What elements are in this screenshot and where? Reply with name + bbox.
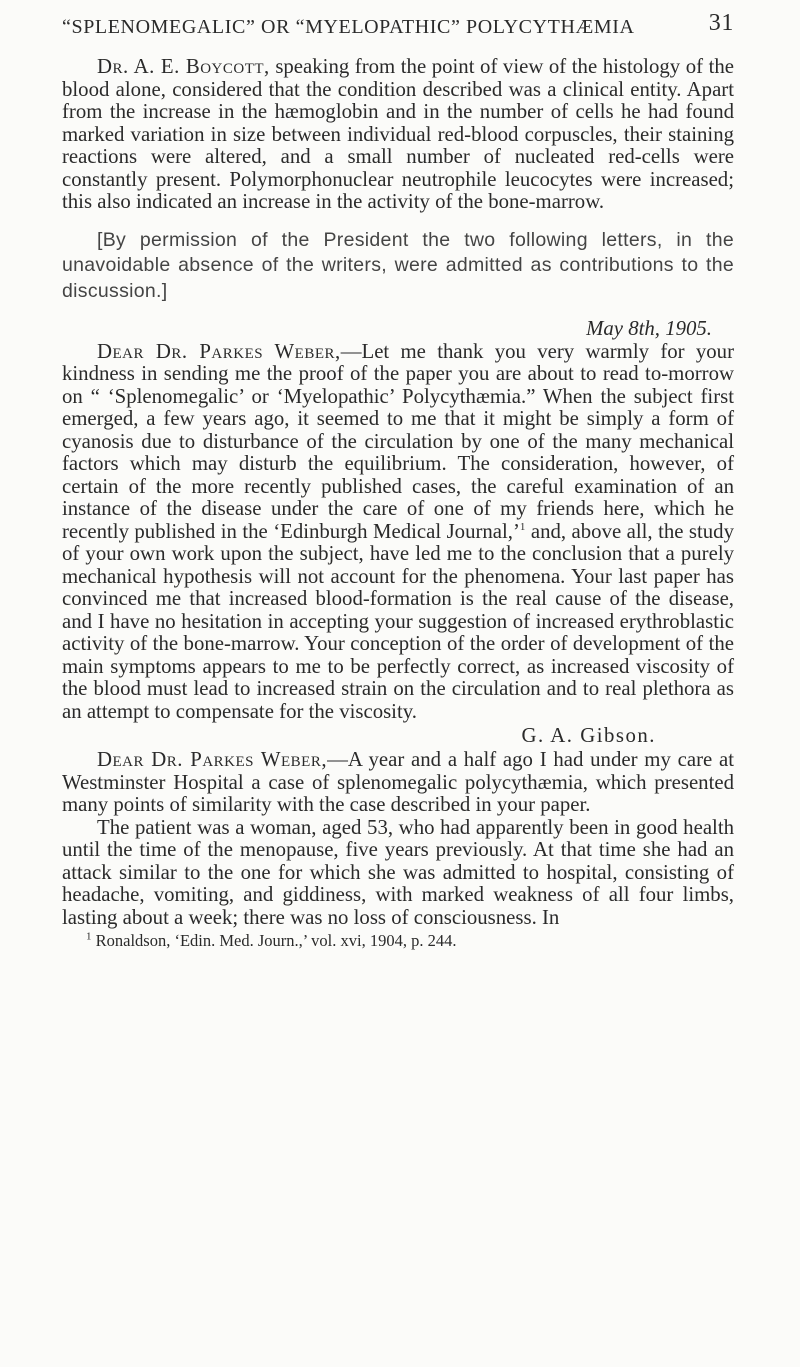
page-number: 31 [708,10,734,36]
footnote-marker: 1 [86,930,92,943]
speaker-name: Dr. A. E. Boycott, [97,55,270,78]
letter1-salutation: Dear Dr. Parkes Weber, [97,339,341,363]
running-head [62,10,734,46]
page-body [62,56,734,951]
editorial-note: [By permission of the President the two following letters, in the unavoidable absence of the writers, were admitted as contributions to the discussion.] [62,228,734,302]
letter2-paragraph: Dear Dr. Parkes Weber,—A year and a half ago I had under my care at Westminster Hospital a case of splenomegalic polycythæmia, which presented many points of similarity with the case described in your paper. [62,748,734,816]
letter2-salutation: Dear Dr. Parkes Weber, [97,748,328,771]
footnote-ref: 1 [519,520,526,533]
footnote [62,931,734,951]
letter2-paragraph-2: The patient was a woman, aged 53, who had apparently been in good health until the time of the menopause, five years previously. At that time she had an attack similar to the one for which she was admitted to hospital, consisting of headache, vomiting, and giddiness, with marked weakness of all four limbs, lasting about a week; there was no loss of consciousness. In [62,815,734,929]
letter-date: May 8th, 1905. [586,317,712,340]
boycott-paragraph [62,56,734,214]
gibson-letter: Dear Dr. Parkes Weber,—Let me thank you very warmly for your kindness in sending me the proof of the paper you are about to read to-morrow on “ ‘Splenomegalic’ or ‘Myelopathic’ Polycythæmia.” When the subject first emerged, a few years ago, it seemed to me that it might be simply a form of cyanosis due to disturbance of the circulation by one of the many mechanical factors which may disturb the equilibrium. The consideration, however, of certain of the more recently published cases, the careful examination of an instance of the disease under the care of one of my friends here, which he recently published in the ‘Edinburgh Medical Journal,’$^1$ and, above all, the study of your own work upon the subject, have led me to the conclusion that a purely mechanical hypothesis will not account for the phenomena. Your last paper has convinced me that increased blood-formation is the real cause of the disease, and I have no hesitation in accepting your suggestion of increased erythroblastic activity of the bone-marrow. Your conception of the order of development of the main symptoms appears to me to be perfectly correct, as increased viscosity of the blood must lead to increased strain on the circulation and to real plethora as an attempt to compensate for the viscosity. [62,339,734,723]
running-head-title: “SPLENOMEGALIC” OR “MYELOPATHIC” POLYCYTHÆMIA [62,16,635,38]
letter-signature: G. A. Gibson. [521,724,656,747]
boycott-text: speaking from the point of view of the histology of the blood alone, considered that the condition described was a clinical entity. Apart from the increase in the hæmoglobin and in the number of cells he had found marked variation in size between individual red-blood corpuscles, their staining reactions were altered, and a small number of nucleated red-cells were constantly present. Polymorphonuclear neutrophile leucocytes were increased; this also indicated an increase in the activity of the bone-marrow. [62,55,734,213]
footnote-text: Ronaldson, ‘Edin. Med. Journ.,’ vol. xvi, 1904, p. 244. [91,931,457,950]
